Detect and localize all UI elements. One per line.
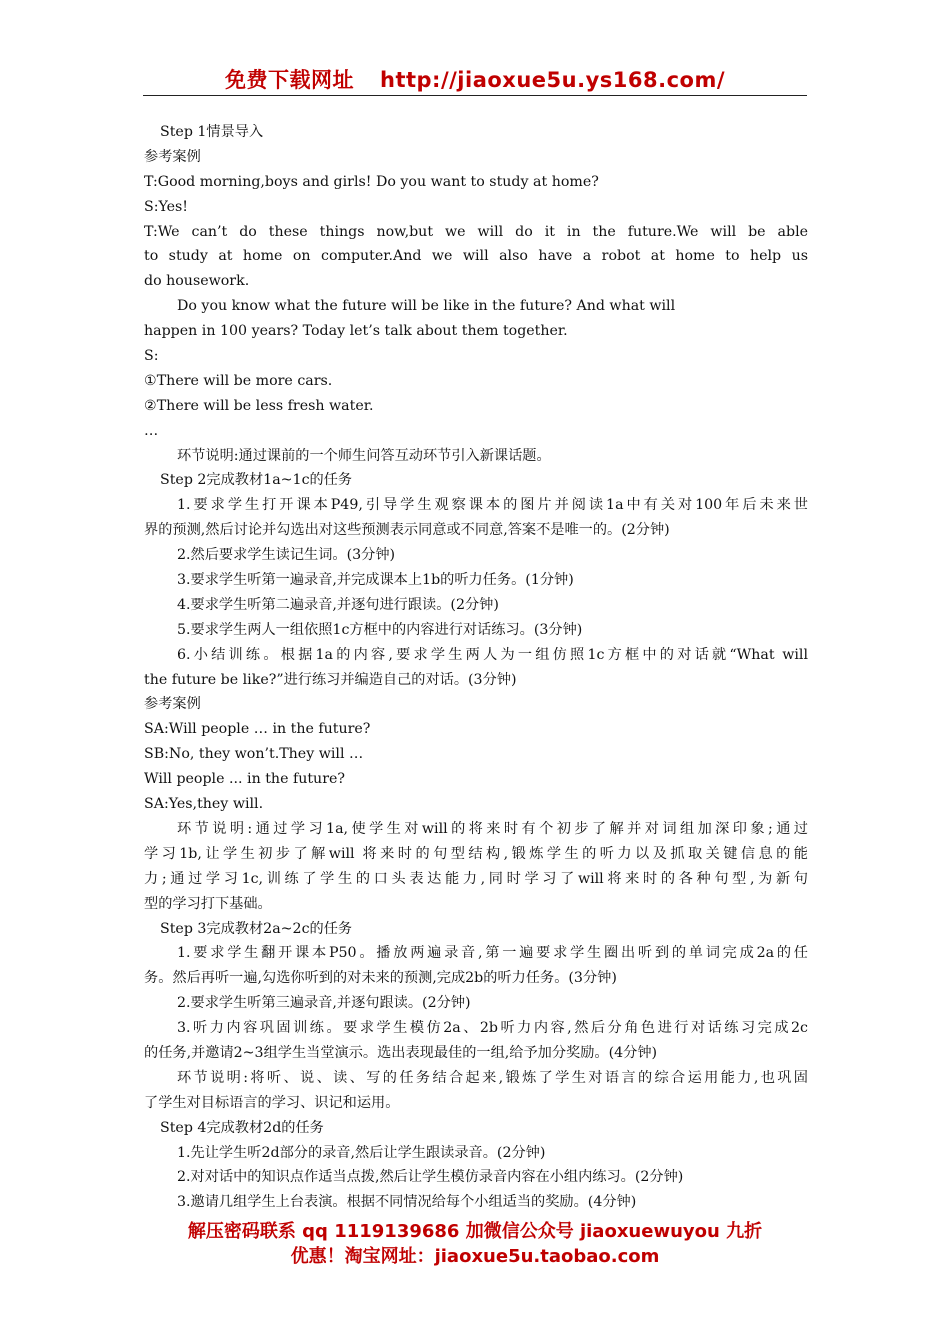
text-line: 界的预测,然后讨论并勾选出对这些预测表示同意或不同意,答案不是唯一的。(2分钟)	[144, 522, 670, 539]
text-line: SA:Yes,they will.	[144, 796, 264, 813]
text-line: 了学生对目标语言的学习、识记和运用。	[144, 1094, 400, 1111]
text-line: 3.要求学生听第一遍录音,并完成课本上1b的听力任务。(1分钟)	[177, 572, 574, 589]
text-line: 务。然后再听一遍,勾选你听到的对未来的预测,完成2b的听力任务。(3分钟)	[144, 970, 617, 987]
text-line: 参考案例	[144, 148, 201, 165]
footer-line-1: 解压密码联系 qq 1119139686 加微信公众号 jiaoxuewuyou 九折	[187, 1221, 763, 1242]
text-line: SB:No, they won’t.They will …	[144, 746, 364, 763]
text-line: 型的学习打下基础。	[144, 895, 272, 912]
header-url-link[interactable]: http://jiaoxue5u.ys168.com/	[380, 68, 725, 92]
text-line: Step 3完成教材2a~2c的任务	[160, 920, 353, 937]
header-divider	[143, 95, 807, 96]
text-line: 环节说明:通过学习1a,使学生对will的将来时有个初步了解并对词组加深印象;通过	[177, 820, 808, 837]
text-line: 环节说明:通过课前的一个师生问答互动环节引入新课话题。	[177, 447, 551, 464]
text-line: 3.邀请几组学生上台表演。根据不同情况给每个小组适当的奖励。(4分钟)	[177, 1194, 637, 1211]
text-line: …	[144, 422, 159, 439]
text-line: to study at home on computer.And we will also have a robot at home to help us	[144, 248, 808, 265]
text-line: 3.听力内容巩固训练。要求学生模仿2a、2b听力内容,然后分角色进行对话练习完成2c	[177, 1020, 808, 1037]
text-line: Step 1情景导入	[160, 124, 264, 140]
text-line: ②There will be less fresh water.	[144, 397, 374, 414]
footer-line-2: 优惠！淘宝网址：jiaoxue5u.taobao.com	[290, 1246, 660, 1267]
text-line: S:Yes!	[144, 198, 189, 215]
text-line: 环节说明:将听、说、读、写的任务结合起来,锻炼了学生对语言的综合运用能力,也巩固	[177, 1069, 808, 1086]
text-line: T:Good morning,boys and girls! Do you want to study at home?	[144, 173, 599, 190]
text-line: the future be like?”进行练习并编造自己的对话。(3分钟)	[144, 671, 517, 688]
text-line: Do you know what the future will be like in the future? And what will	[177, 298, 676, 315]
text-line: ①There will be more cars.	[144, 372, 333, 389]
page-header	[143, 64, 807, 94]
text-line: 1.要求学生打开课本P49,引导学生观察课本的图片并阅读1a中有关对100年后未来世	[177, 497, 808, 514]
text-line: SA:Will people … in the future?	[144, 721, 371, 738]
document-body	[144, 120, 808, 1215]
text-line: do housework.	[144, 273, 250, 290]
page-footer	[143, 1219, 807, 1269]
text-line: 5.要求学生两人一组依照1c方框中的内容进行对话练习。(3分钟)	[177, 621, 583, 638]
text-line: Will people ... in the future?	[144, 771, 345, 788]
header-label: 免费下载网址	[225, 68, 354, 92]
text-line: Step 2完成教材1a~1c的任务	[160, 472, 353, 489]
text-line: happen in 100 years? Today let’s talk about them together.	[144, 323, 568, 340]
text-line: 4.要求学生听第二遍录音,并逐句进行跟读。(2分钟)	[177, 596, 499, 613]
text-line: S:	[144, 348, 159, 365]
text-line: 参考案例	[144, 696, 201, 713]
text-line: 1.要求学生翻开课本P50。播放两遍录音,第一遍要求学生圈出听到的单词完成2a的任	[177, 945, 808, 962]
text-line: 学习1b,让学生初步了解will 将来时的句型结构,锻炼学生的听力以及抓取关键信息的能	[144, 845, 808, 862]
text-line: 力;通过学习1c,训练了学生的口头表达能力,同时学习了will将来时的各种句型,为新句	[144, 870, 808, 887]
text-line: 1.先让学生听2d部分的录音,然后让学生跟读录音。(2分钟)	[177, 1144, 546, 1161]
text-line: 2.然后要求学生读记生词。(3分钟)	[177, 547, 396, 564]
text-line: T:We can’t do these things now,but we will do it in the future.We will be able	[144, 223, 808, 240]
text-line: 2.要求学生听第三遍录音,并逐句跟读。(2分钟)	[177, 995, 471, 1012]
text-line: 的任务,并邀请2~3组学生当堂演示。选出表现最佳的一组,给予加分奖励。(4分钟)	[144, 1044, 658, 1061]
text-line: 6.小结训练。根据1a的内容,要求学生两人为一组仿照1c方框中的对话就“What will	[177, 646, 808, 663]
text-line: Step 4完成教材2d的任务	[160, 1119, 324, 1136]
text-line: 2.对对话中的知识点作适当点拨,然后让学生模仿录音内容在小组内练习。(2分钟)	[177, 1169, 684, 1186]
